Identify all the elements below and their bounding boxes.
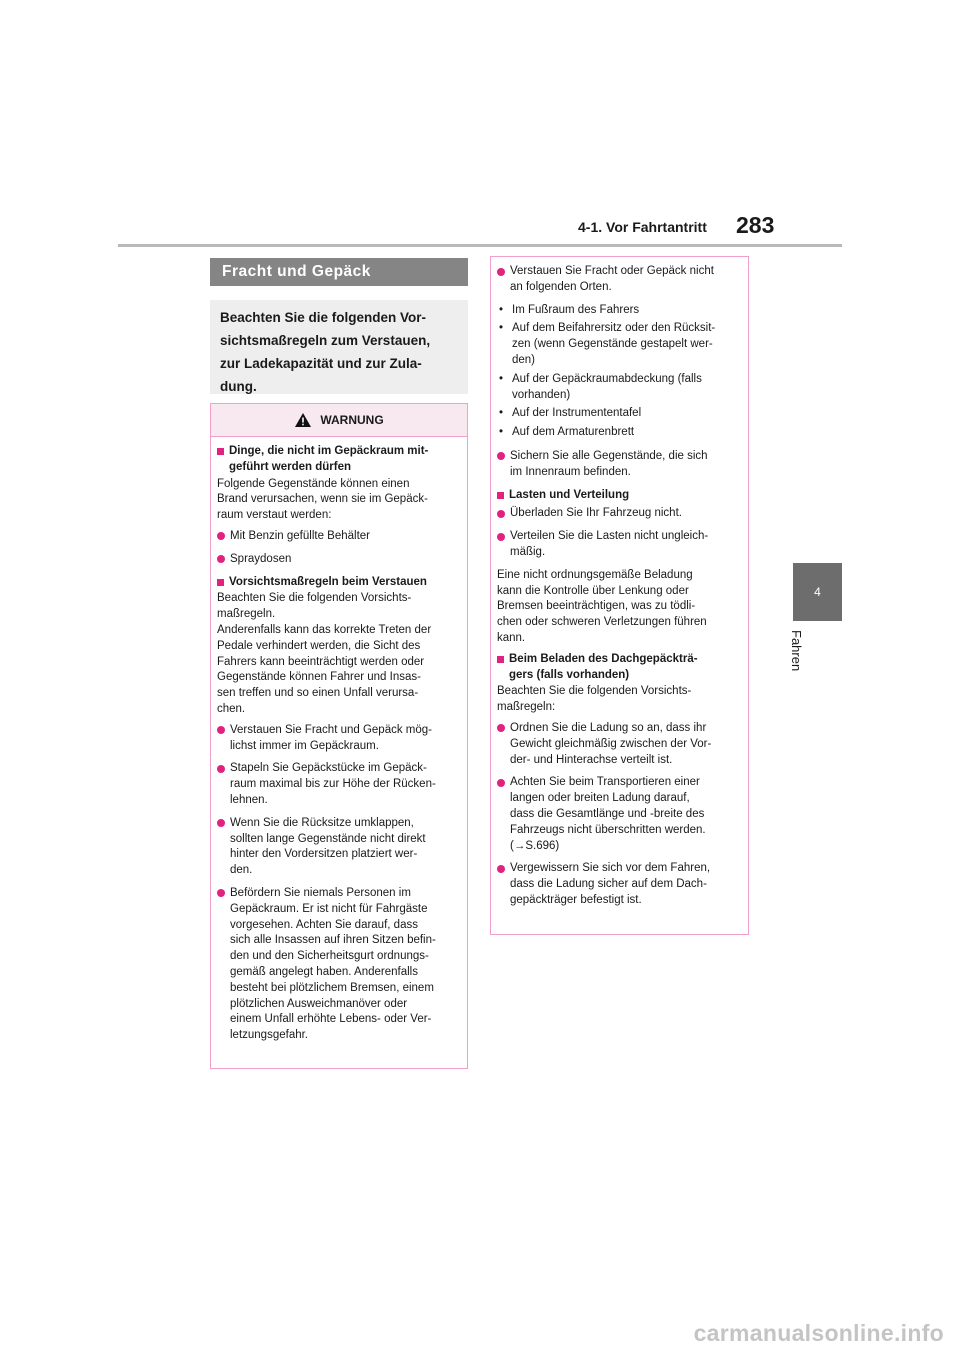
bullet-text: Befördern Sie niemals Personen im Gepäckraum. Er ist nicht für Fahrgäste vorgesehen. Achten Sie darauf, dass sich alle Insassen auf ihren Sitzen befin- den und den Sicherheitsgurt ordnungs- gemäß angelegt haben. Anderenfalls besteht bei plötzlichem Bremsen, einem plötzlichen Ausweichmanöver oder einem Unfall erhöhte Lebens- oder Ver- letzungsgefahr. [230, 886, 436, 1042]
bullet-text: Verteilen Sie die Lasten nicht ungleich- mäßig. [510, 530, 709, 558]
chapter-tab[interactable] [793, 563, 842, 621]
bullet-item [217, 886, 461, 1044]
subheading-text: Vorsichtsmaßregeln beim Verstauen [229, 575, 427, 588]
bullet-text: Vergewissern Sie sich vor dem Fahren, dass die Ladung sicher auf dem Dach- gepäckträger befestigt ist. [510, 862, 711, 906]
circle-bullet-icon [497, 865, 505, 873]
bullet-text: Spraydosen [230, 552, 292, 565]
continuation-content [491, 257, 748, 909]
circle-bullet-icon [217, 555, 225, 563]
chapter-number: 4 [814, 585, 821, 599]
warning-paragraph: Folgende Gegenstände können einen Brand verursachen, wenn sie im Gepäck- raum verstaut werden: [217, 477, 428, 522]
sub-bullet-text: Auf der Gepäckraumabdeckung (falls vorhanden) [512, 372, 702, 401]
bullet-text: Sichern Sie alle Gegenstände, die sich im Innenraum befinden. [510, 449, 708, 478]
warning-continuation-box [490, 256, 749, 935]
bullet-text: Verstauen Sie Fracht oder Gepäck nicht an folgenden Orten. [510, 265, 714, 293]
sub-bullet-item [497, 406, 742, 422]
sub-bullet-item [497, 321, 742, 368]
section-title [210, 258, 468, 286]
section-label: 4-1. Vor Fahrtantritt [578, 219, 707, 235]
bullet-item [497, 529, 742, 561]
bullet-text: Mit Benzin gefüllte Behälter [230, 529, 370, 542]
dot-bullet-icon: • [499, 303, 504, 316]
bullet-item [497, 721, 742, 768]
warning-subheading [497, 652, 742, 684]
circle-bullet-icon [217, 765, 225, 773]
header-rule [118, 244, 842, 247]
circle-bullet-icon [217, 532, 225, 540]
bullet-item [497, 264, 742, 296]
bullet-item [217, 552, 461, 568]
chapter-label: Fahren [789, 630, 804, 672]
square-bullet-icon [497, 656, 504, 663]
circle-bullet-icon [217, 819, 225, 827]
bullet-item [497, 861, 742, 908]
warning-header [211, 404, 467, 437]
sub-bullet-text: Auf dem Armaturenbrett [512, 426, 635, 439]
circle-bullet-icon [497, 268, 505, 276]
dot-bullet-icon: • [499, 372, 504, 385]
square-bullet-icon [497, 492, 504, 499]
dot-bullet-icon: • [499, 322, 504, 335]
warning-subheading [497, 488, 742, 504]
bullet-text: Ordnen Sie die Ladung so an, dass ihr Gewicht gleichmäßig zwischen der Vor- der- und Hinterachse verteilt ist. [510, 721, 712, 766]
bullet-text: Verstauen Sie Fracht und Gepäck mög- lichst immer im Gepäckraum. [230, 723, 432, 752]
dot-bullet-icon: • [499, 426, 504, 439]
bullet-item [217, 761, 461, 808]
bullet-item [497, 449, 742, 481]
sub-bullet-text: Auf dem Beifahrersitz oder den Rücksit- zen (wenn Gegenstände gestapelt wer- den) [512, 322, 716, 366]
page-number: 283 [736, 212, 775, 238]
warning-content [211, 437, 467, 1044]
bullet-item [497, 775, 742, 854]
bullet-item [217, 723, 461, 755]
sub-bullet-text: Im Fußraum des Fahrers [512, 303, 640, 316]
circle-bullet-icon [217, 726, 225, 734]
warning-icon [294, 412, 312, 428]
section-title-text: Fracht und Gepäck [222, 263, 371, 280]
bullet-item [497, 506, 742, 522]
subheading-text: Dinge, die nicht im Gepäckraum mit- geführt werden dürfen [229, 445, 429, 473]
bullet-text: Achten Sie beim Transportieren einer langen oder breiten Ladung darauf, dass die Gesamtlänge und -breite des Fahrzeugs nicht überschritten werden. (→S.696) [510, 776, 706, 852]
intro-box [210, 300, 468, 394]
warning-subheading [217, 444, 461, 476]
square-bullet-icon [217, 579, 224, 586]
intro-text: Beachten Sie die folgenden Vor- sichtsmaßregeln zum Verstauen, zur Ladekapazität und zur Zula- dung. [220, 310, 431, 394]
warning-paragraph: Beachten Sie die folgenden Vorsichts- maßregeln. Anderenfalls kann das korrekte Treten der Pedale verhindert werden, die Sicht des Fahrers kann beeinträchtigt werden oder Gegenstände können Fahrer und Insas- sen treffen und so einen Unfall verursa- chen. [217, 592, 432, 715]
square-bullet-icon [217, 448, 224, 455]
sub-bullet-text: Auf der Instrumententafel [512, 407, 642, 420]
bullet-item [217, 529, 461, 545]
watermark[interactable]: carmanualsonline.info [693, 1320, 944, 1346]
bullet-text: Wenn Sie die Rücksitze umklappen, sollten lange Gegenstände nicht direkt hinter den Vordersitzen platziert wer- den. [230, 816, 426, 877]
warning-box [210, 403, 468, 1069]
circle-bullet-icon [497, 779, 505, 787]
warning-paragraph: Beachten Sie die folgenden Vorsichts- maßregeln: [497, 685, 692, 714]
circle-bullet-icon [497, 724, 505, 732]
circle-bullet-icon [497, 452, 505, 460]
warning-paragraph: Eine nicht ordnungsgemäße Beladung kann die Kontrolle über Lenkung oder Bremsen beeinträchtigen, was zu tödli- chen oder schweren Verletzungen führen kann. [497, 568, 707, 644]
sub-bullet-item [497, 372, 742, 404]
bullet-text: Stapeln Sie Gepäckstücke im Gepäck- raum maximal bis zur Höhe der Rücken- lehnen. [230, 762, 436, 806]
bullet-item [217, 816, 461, 879]
circle-bullet-icon [497, 533, 505, 541]
circle-bullet-icon [217, 889, 225, 897]
subheading-text: Lasten und Verteilung [509, 488, 630, 501]
subheading-text: Beim Beladen des Dachgepäckträ- gers (falls vorhanden) [509, 652, 698, 681]
sub-bullet-item [497, 425, 742, 441]
circle-bullet-icon [497, 510, 505, 518]
bullet-text: Überladen Sie Ihr Fahrzeug nicht. [510, 507, 682, 520]
warning-subheading [217, 575, 461, 591]
sub-bullet-item [497, 303, 742, 319]
dot-bullet-icon: • [499, 407, 504, 420]
warning-label: WARNUNG [320, 413, 384, 427]
